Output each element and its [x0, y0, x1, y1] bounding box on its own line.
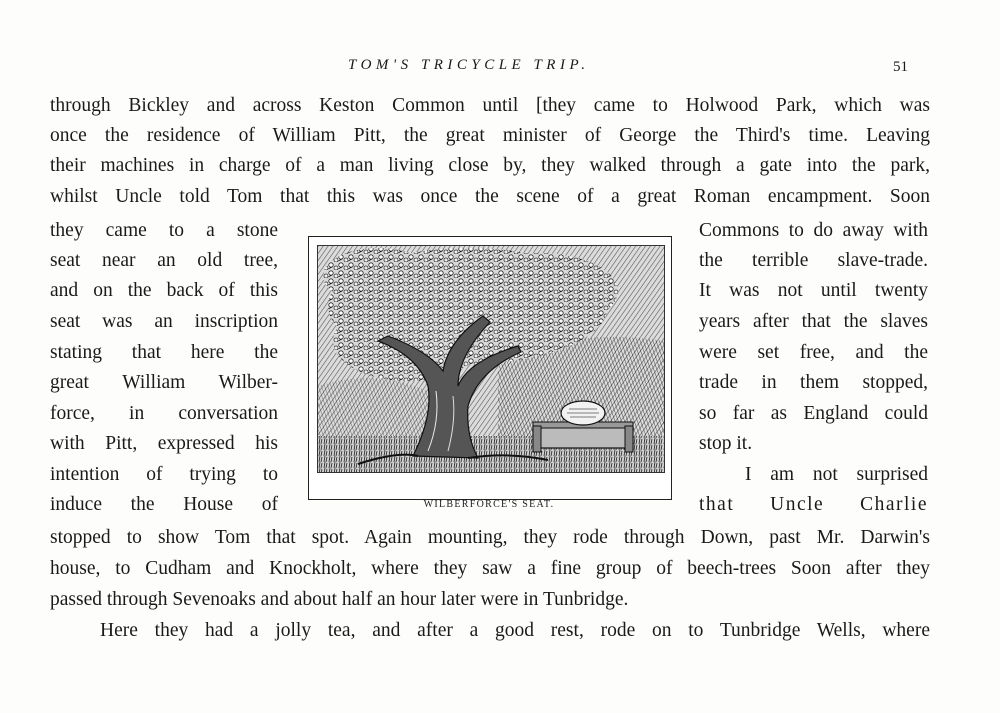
page-number: 51: [893, 59, 908, 75]
right-column-line: I am not surprised: [745, 464, 928, 485]
text-line: once the residence of William Pitt, the great minister of George the Third's time. Leaving: [50, 125, 930, 146]
right-column-line: trade in them stopped,: [699, 372, 928, 393]
left-column-line: force, in conversation: [50, 403, 278, 424]
text-line: their machines in charge of a man living close by, they walked through a gate into the park,: [50, 155, 930, 176]
running-title: TOM'S TRICYCLE TRIP.: [348, 57, 590, 73]
right-column-line: It was not until twenty: [699, 280, 928, 301]
right-column-line: that Uncle Charlie: [699, 494, 928, 515]
right-column-line: so far as England could: [699, 403, 928, 424]
right-column-line: were set free, and the: [699, 342, 928, 363]
right-column-line: Commons to do away with: [699, 220, 928, 241]
text-line: house, to Cudham and Knockholt, where they saw a fine group of beech-trees Soon after they: [50, 558, 930, 579]
left-column-line: seat was an inscription: [50, 311, 278, 332]
left-column-line: induce the House of: [50, 494, 278, 515]
right-column-line: the terrible slave-trade.: [699, 250, 928, 271]
figure-caption: WILBERFORCE'S SEAT.: [423, 499, 555, 510]
text-line: stopped to show Tom that spot. Again mounting, they rode through Down, past Mr. Darwin's: [50, 527, 930, 548]
text-line: through Bickley and across Keston Common until [they came to Holwood Park, which was: [50, 95, 930, 116]
left-column-line: and on the back of this: [50, 280, 278, 301]
engraving-figure: [308, 236, 672, 500]
wilberforce-seat-engraving: [317, 245, 665, 473]
left-column-line: seat near an old tree,: [50, 250, 278, 271]
right-column-line: stop it.: [699, 433, 753, 454]
right-column-line: years after that the slaves: [699, 311, 928, 332]
text-line: whilst Uncle told Tom that this was once the scene of a great Roman encampment. Soon: [50, 186, 930, 207]
text-line: Here they had a jolly tea, and after a good rest, rode on to Tunbridge Wells, where: [100, 620, 930, 641]
running-header: [0, 57, 1000, 79]
text-line: passed through Sevenoaks and about half an hour later were in Tunbridge.: [50, 589, 629, 610]
left-column-line: stating that here the: [50, 342, 278, 363]
left-column-line: intention of trying to: [50, 464, 278, 485]
left-column-line: they came to a stone: [50, 220, 278, 241]
left-column-line: great William Wilber-: [50, 372, 278, 393]
left-column-line: with Pitt, expressed his: [50, 433, 278, 454]
